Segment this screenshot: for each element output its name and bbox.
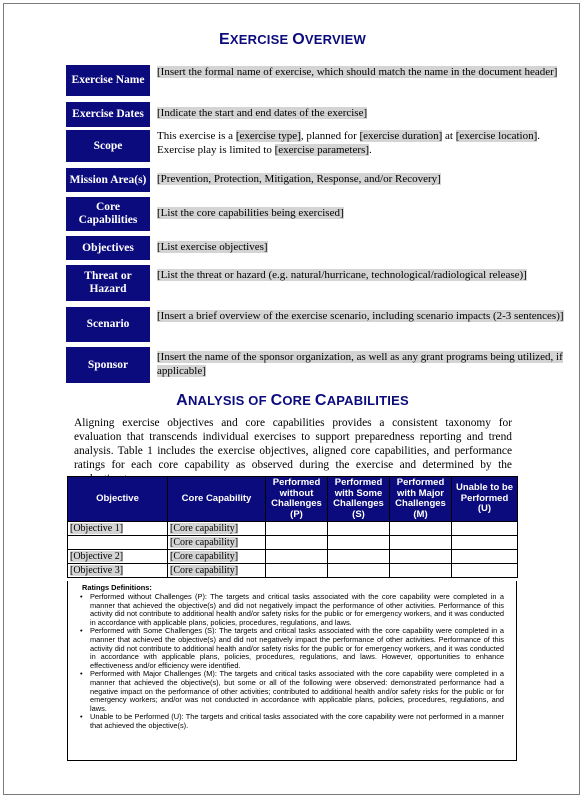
header-unable-to-be-performed: Unable to be Performed (U) bbox=[452, 477, 518, 522]
row-value[interactable]: [List the threat or hazard (e.g. natural/hurricane, technological/radiological release)] bbox=[157, 269, 527, 281]
ratings-definitions-list bbox=[80, 593, 504, 731]
table-row bbox=[68, 536, 518, 550]
row-label: Scope bbox=[66, 130, 150, 162]
row-value[interactable]: [Prevention, Protection, Mitigation, Response, and/or Recovery] bbox=[157, 173, 441, 185]
rating-s-cell[interactable] bbox=[328, 536, 390, 550]
row-value[interactable]: [List the core capabilities being exercised] bbox=[157, 207, 344, 219]
row-label: Scenario bbox=[66, 307, 150, 342]
table-row bbox=[68, 564, 518, 578]
ratings-definitions-box bbox=[67, 581, 517, 761]
header-performed-without-challenges: Performed without Challenges (P) bbox=[266, 477, 328, 522]
rating-m-cell[interactable] bbox=[390, 522, 452, 536]
row-label: Sponsor bbox=[66, 347, 150, 383]
exercise-overview-title: EXERCISE OVERVIEW bbox=[219, 31, 366, 48]
rating-p-cell[interactable] bbox=[266, 550, 328, 564]
rating-u-cell[interactable] bbox=[452, 536, 518, 550]
objective-cell[interactable]: [Objective 3] bbox=[68, 564, 168, 578]
row-value[interactable]: [Insert the name of the sponsor organization, as well as any grant programs being utilized, if applicable] bbox=[157, 351, 563, 377]
definition-performed-without-challenges: • Performed without Challenges (P): The targets and critical tasks associated with the core capability were completed in a manner that achieved the objective(s) and did not negatively impact the performance of other activities. Performance of this activity did not contribute to additional health and/or safety risks for the public or for emergency workers, and it was conducted in accordance with applicable plans, policies, procedures, regulations, and laws. bbox=[80, 593, 504, 627]
row-label: Exercise Dates bbox=[66, 102, 150, 127]
core-capability-cell[interactable]: [Core capability] bbox=[168, 536, 266, 550]
rating-m-cell[interactable] bbox=[390, 550, 452, 564]
rating-s-cell[interactable] bbox=[328, 522, 390, 536]
row-label: Exercise Name bbox=[66, 65, 150, 96]
header-performed-with-major-challenges: Performed with Major Challenges (M) bbox=[390, 477, 452, 522]
objective-cell[interactable]: [Objective 2] bbox=[68, 550, 168, 564]
definition-unable-to-be-performed: • Unable to be Performed (U): The targets and critical tasks associated with the core capability were not performed in a manner that achieved the objective(s). bbox=[80, 713, 504, 730]
objective-cell[interactable]: [Objective 1] bbox=[68, 522, 168, 536]
rating-u-cell[interactable] bbox=[452, 550, 518, 564]
row-value[interactable]: [Insert a brief overview of the exercise scenario, including scenario impacts (2-3 sentences)] bbox=[157, 310, 564, 322]
core-capability-cell[interactable]: [Core capability] bbox=[168, 550, 266, 564]
definition-performed-with-major-challenges: • Performed with Major Challenges (M): The targets and critical tasks associated with the core capability were completed in a manner that achieved the objective(s), but some or all of the following were observed: demonstrated performance had a negative impact on the performance of other activities; contributed to additional health and/or safety risks for the public or for emergency workers; and/or was not conducted in accordance with applicable plans, policies, procedures, regulations, and laws. bbox=[80, 670, 504, 713]
rating-m-cell[interactable] bbox=[390, 536, 452, 550]
table-row bbox=[68, 550, 518, 564]
rating-p-cell[interactable] bbox=[266, 564, 328, 578]
header-core-capability: Core Capability bbox=[168, 477, 266, 522]
rating-s-cell[interactable] bbox=[328, 550, 390, 564]
row-value[interactable]: This exercise is a [exercise type], planned for [exercise duration] at [exercise location]. Exercise play is limited to [exercise parameters]. bbox=[157, 130, 541, 156]
table-header-row bbox=[68, 477, 518, 522]
analysis-intro-paragraph: Aligning exercise objectives and core capabilities provides a consistent taxonomy for evaluation that transcends individual exercises to support preparedness reporting and trend analysis. Table 1 includes the exercise objectives, aligned core capabilities, and performance ratings for each core capability as observed during the exercise and determined by the bbox=[74, 417, 512, 471]
rating-p-cell[interactable] bbox=[266, 522, 328, 536]
analysis-title: ANALYSIS OF CORE CAPABILITIES bbox=[176, 392, 409, 409]
core-capability-cell[interactable]: [Core capability] bbox=[168, 564, 266, 578]
ratings-definitions-title: Ratings Definitions: bbox=[82, 583, 152, 592]
rating-u-cell[interactable] bbox=[452, 564, 518, 578]
core-capability-cell[interactable]: [Core capability] bbox=[168, 522, 266, 536]
objective-cell[interactable] bbox=[68, 536, 168, 550]
header-performed-with-some-challenges: Performed with Some Challenges (S) bbox=[328, 477, 390, 522]
rating-m-cell[interactable] bbox=[390, 564, 452, 578]
row-label: Objectives bbox=[66, 236, 150, 260]
core-capabilities-table bbox=[67, 476, 518, 578]
row-value[interactable]: [List exercise objectives] bbox=[157, 241, 268, 253]
row-value[interactable]: [Indicate the start and end dates of the exercise] bbox=[157, 107, 368, 119]
rating-u-cell[interactable] bbox=[452, 522, 518, 536]
row-value[interactable]: [Insert the formal name of exercise, which should match the name in the document header] bbox=[157, 66, 558, 78]
table-row bbox=[68, 522, 518, 536]
rating-p-cell[interactable] bbox=[266, 536, 328, 550]
header-objective: Objective bbox=[68, 477, 168, 522]
definition-performed-with-some-challenges: • Performed with Some Challenges (S): The targets and critical tasks associated with the core capability were completed in a manner that achieved the objective(s) and did not negatively impact the performance of other activities. Performance of this activity did not contribute to additional health and/or safety risks for the public or for emergency workers, and it was conducted in accordance with applicable plans, policies, procedures, regulations, and laws. However, opportunities to enhance effectiveness and/or efficiency were identified. bbox=[80, 627, 504, 670]
row-label: Mission Area(s) bbox=[66, 168, 150, 192]
rating-s-cell[interactable] bbox=[328, 564, 390, 578]
row-label: Threat or Hazard bbox=[66, 265, 150, 301]
row-label: Core Capabilities bbox=[66, 197, 150, 231]
